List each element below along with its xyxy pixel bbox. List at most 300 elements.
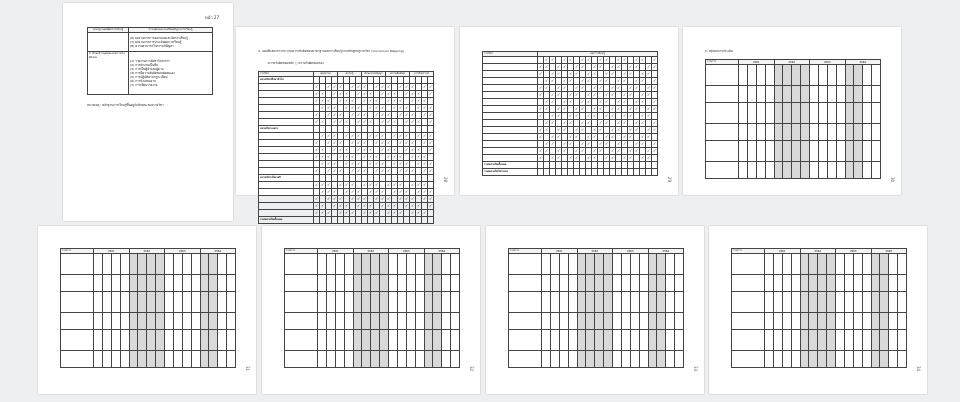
value-cell (801, 103, 810, 124)
value-cell (818, 313, 827, 330)
document-page-2[interactable] (236, 27, 454, 221)
value-cell (173, 330, 182, 351)
check-cell: ✓ (333, 105, 337, 110)
check-cell: ✓ (417, 210, 421, 215)
value-cell (845, 103, 854, 124)
value-cell (765, 313, 774, 330)
check-cell: ✓ (369, 105, 373, 110)
value-cell (880, 254, 889, 275)
check-cell: ✓ (647, 64, 651, 69)
check-cell: ✓ (635, 141, 639, 146)
value-cell (397, 275, 406, 292)
course-name (259, 112, 314, 119)
value-cell (613, 330, 622, 351)
check-cell: ✓ (599, 141, 603, 146)
value-cell (782, 275, 791, 292)
check-cell: ✓ (345, 98, 349, 103)
check-cell: ✓ (345, 133, 349, 138)
value-cell (880, 330, 889, 351)
check-cell: ✓ (581, 78, 585, 83)
check-cell (428, 126, 434, 133)
value-cell (147, 292, 156, 313)
table-row (259, 203, 434, 210)
value-cell (389, 313, 398, 330)
check-cell: ✓ (593, 155, 597, 160)
value-cell (853, 313, 862, 330)
item-label (509, 292, 542, 313)
value-cell (415, 292, 424, 313)
value-cell (156, 313, 165, 330)
value-cell (862, 292, 871, 313)
summary-cell (428, 217, 434, 224)
table-row (285, 254, 460, 275)
year-header: 2564 (200, 249, 236, 254)
table-row (259, 112, 434, 119)
check-cell: ✓ (399, 98, 403, 103)
value-cell (371, 313, 380, 330)
check-cell: ✓ (635, 78, 639, 83)
check-cell: ✓ (417, 161, 421, 166)
value-cell (138, 351, 147, 368)
table-row (259, 126, 434, 133)
value-cell (604, 313, 613, 330)
check-cell: ✓ (375, 133, 379, 138)
value-cell (872, 141, 881, 162)
value-cell (406, 330, 415, 351)
value-cell (880, 292, 889, 313)
check-cell: ✓ (593, 134, 597, 139)
check-cell: ✓ (605, 113, 609, 118)
check-cell: ✓ (321, 154, 325, 159)
check-cell: ✓ (575, 71, 579, 76)
check-cell: ✓ (569, 113, 573, 118)
check-cell: ✓ (351, 112, 355, 117)
value-cell (854, 86, 863, 103)
check-cell: ✓ (587, 120, 591, 125)
check-cell: ✓ (327, 105, 331, 110)
value-cell (559, 254, 568, 275)
value-cell (765, 86, 774, 103)
row2-label: 2. ทักษะด้านบุคคลและความรับผิดชอบ (88, 52, 129, 95)
col-header: รายการ (509, 249, 542, 254)
value-cell (380, 330, 389, 351)
document-page-3[interactable] (460, 27, 678, 195)
course-name (259, 84, 314, 91)
check-cell: ✓ (539, 106, 543, 111)
value-cell (371, 292, 380, 313)
table-row (732, 275, 907, 292)
value-cell (871, 275, 880, 292)
value-cell (577, 292, 586, 313)
value-cell (747, 86, 756, 103)
check-cell: ✓ (545, 57, 549, 62)
check-cell: ✓ (593, 85, 597, 90)
check-cell: ✓ (381, 168, 385, 173)
value-cell (675, 313, 684, 330)
value-cell (756, 141, 765, 162)
check-cell: ✓ (605, 141, 609, 146)
value-cell (739, 141, 748, 162)
check-cell: ✓ (393, 91, 397, 96)
check-cell: ✓ (351, 140, 355, 145)
check-cell: ✓ (423, 133, 427, 138)
course-name (483, 99, 538, 106)
curriculum-map-table (258, 71, 434, 224)
check-cell: ✓ (405, 140, 409, 145)
value-cell (335, 351, 344, 368)
table-row (259, 217, 434, 224)
table-row (483, 64, 658, 71)
value-cell (147, 254, 156, 275)
check-cell: ✓ (429, 119, 433, 124)
check-cell: ✓ (411, 168, 415, 173)
value-cell (406, 254, 415, 275)
item-label (732, 330, 765, 351)
check-cell (652, 155, 658, 162)
table-row (259, 98, 434, 105)
table-row (483, 148, 658, 155)
year-header: 2562 (353, 249, 389, 254)
table-row (732, 292, 907, 313)
value-cell (120, 254, 129, 275)
value-cell (836, 275, 845, 292)
check-cell: ✓ (417, 203, 421, 208)
check-cell: ✓ (315, 98, 319, 103)
value-cell (827, 330, 836, 351)
check-cell: ✓ (327, 189, 331, 194)
value-cell (810, 124, 819, 141)
check-cell: ✓ (381, 196, 385, 201)
page-number: 28 (443, 177, 448, 183)
check-cell: ✓ (375, 161, 379, 166)
value-cell (801, 141, 810, 162)
check-cell: ✓ (641, 134, 645, 139)
value-cell (94, 313, 103, 330)
value-cell (94, 292, 103, 313)
check-cell: ✓ (557, 134, 561, 139)
value-cell (836, 162, 845, 179)
course-name (483, 127, 538, 134)
value-cell (648, 330, 657, 351)
year-header: 2564 (648, 249, 684, 254)
value-cell (836, 254, 845, 275)
value-cell (335, 313, 344, 330)
table-row (706, 103, 881, 124)
check-cell: ✓ (321, 189, 325, 194)
value-cell (613, 313, 622, 330)
value-cell (102, 275, 111, 292)
check-cell: ✓ (333, 119, 337, 124)
value-cell (818, 124, 827, 141)
value-cell (227, 254, 236, 275)
check-cell: ✓ (321, 98, 325, 103)
course-name (483, 155, 538, 162)
value-cell (182, 351, 191, 368)
value-cell (604, 351, 613, 368)
check-cell: ✓ (557, 113, 561, 118)
value-cell (836, 124, 845, 141)
check-cell: ✓ (387, 112, 391, 117)
document-page-5[interactable] (38, 226, 256, 394)
value-cell (862, 313, 871, 330)
check-cell: ✓ (345, 210, 349, 215)
check-cell: ✓ (387, 98, 391, 103)
table-row (483, 57, 658, 64)
check-cell: ✓ (623, 57, 627, 62)
value-cell (782, 292, 791, 313)
check-cell: ✓ (339, 210, 343, 215)
check-cell: ✓ (593, 64, 597, 69)
value-cell (353, 351, 362, 368)
value-cell (844, 330, 853, 351)
check-cell: ✓ (575, 155, 579, 160)
value-cell (165, 351, 174, 368)
check-cell: ✓ (545, 127, 549, 132)
document-page-6[interactable] (262, 226, 480, 394)
check-cell: ✓ (339, 196, 343, 201)
table-row (509, 351, 684, 368)
course-name (259, 133, 314, 140)
table-row (259, 175, 434, 182)
table-row (285, 292, 460, 313)
value-cell (138, 254, 147, 275)
check-cell: ✓ (617, 148, 621, 153)
value-cell (853, 330, 862, 351)
value-cell (111, 330, 120, 351)
check-cell: ✓ (617, 106, 621, 111)
check-cell: ✓ (635, 85, 639, 90)
table-row (483, 71, 658, 78)
value-cell (344, 292, 353, 313)
value-cell (872, 103, 881, 124)
value-cell (138, 275, 147, 292)
value-cell (406, 351, 415, 368)
document-page-8[interactable] (709, 226, 927, 394)
check-cell: ✓ (563, 99, 567, 104)
page-heading: 5. สรุปผลการประเมิน (705, 49, 734, 53)
table-row (259, 210, 434, 217)
value-cell (747, 141, 756, 162)
check-cell: ✓ (327, 112, 331, 117)
check-cell: ✓ (429, 105, 433, 110)
check-cell: ✓ (641, 99, 645, 104)
check-cell: ✓ (629, 134, 633, 139)
check-cell: ✓ (363, 154, 367, 159)
check-cell: ✓ (557, 71, 561, 76)
value-cell (550, 292, 559, 313)
value-cell (129, 351, 138, 368)
document-page-4[interactable] (683, 27, 901, 195)
item-label (706, 103, 739, 124)
check-cell: ✓ (563, 106, 567, 111)
value-cell (335, 330, 344, 351)
check-cell: ✓ (327, 196, 331, 201)
check-cell: ✓ (387, 182, 391, 187)
value-cell (792, 162, 801, 179)
check-cell: ✓ (653, 127, 657, 132)
value-cell (111, 351, 120, 368)
table-row (509, 254, 684, 275)
check-cell: ✓ (339, 112, 343, 117)
col-header: รายการ (732, 249, 765, 254)
value-cell (747, 124, 756, 141)
check-cell: ✓ (545, 120, 549, 125)
check-cell: ✓ (339, 98, 343, 103)
value-cell (872, 162, 881, 179)
check-cell: ✓ (617, 99, 621, 104)
course-name (259, 189, 314, 196)
value-cell (854, 103, 863, 124)
check-cell: ✓ (551, 141, 555, 146)
item-label (285, 292, 318, 313)
value-cell (854, 141, 863, 162)
page-heading: 4. แผนที่แสดงการกระจายความรับผิดชอบมาตรฐานผลการเรียนรู้จากหลักสูตรสู่รายวิชา (Curriculum Mapping) (258, 49, 404, 53)
value-cell (138, 292, 147, 313)
check-cell: ✓ (653, 64, 657, 69)
document-page-1[interactable] (63, 3, 233, 221)
check-cell: ✓ (369, 119, 373, 124)
value-cell (791, 330, 800, 351)
year-header: 2563 (165, 249, 201, 254)
item-label (61, 254, 94, 275)
table-row (259, 140, 434, 147)
check-cell: ✓ (399, 133, 403, 138)
value-cell (675, 330, 684, 351)
value-cell (756, 86, 765, 103)
value-cell (120, 292, 129, 313)
check-cell: ✓ (617, 120, 621, 125)
row2-item: (4) การมีความรับผิดชอบต่อตนเอง (130, 71, 175, 75)
value-cell (675, 351, 684, 368)
check-cell: ✓ (575, 64, 579, 69)
value-cell (639, 313, 648, 330)
value-cell (94, 330, 103, 351)
value-cell (209, 313, 218, 330)
document-page-7[interactable] (486, 226, 704, 394)
check-cell: ✓ (369, 182, 373, 187)
value-cell (800, 313, 809, 330)
value-cell (595, 254, 604, 275)
check-cell: ✓ (641, 92, 645, 97)
check-cell: ✓ (581, 127, 585, 132)
check-cell: ✓ (593, 148, 597, 153)
check-cell: ✓ (587, 78, 591, 83)
value-cell (872, 65, 881, 86)
check-cell: ✓ (381, 203, 385, 208)
value-cell (397, 351, 406, 368)
value-cell (102, 330, 111, 351)
year-header: 2562 (129, 249, 165, 254)
table-row (259, 105, 434, 112)
value-cell (782, 313, 791, 330)
table-row (483, 113, 658, 120)
check-cell: ✓ (575, 134, 579, 139)
value-cell (371, 275, 380, 292)
check-cell: ✓ (581, 85, 585, 90)
check-cell: ✓ (605, 78, 609, 83)
value-cell (550, 313, 559, 330)
check-cell: ✓ (405, 84, 409, 89)
value-cell (604, 254, 613, 275)
year-header: 2562 (800, 249, 836, 254)
value-cell (200, 254, 209, 275)
value-cell (586, 254, 595, 275)
value-cell (406, 313, 415, 330)
value-cell (800, 275, 809, 292)
value-cell (827, 313, 836, 330)
check-cell: ✓ (611, 127, 615, 132)
value-cell (630, 292, 639, 313)
value-cell (595, 313, 604, 330)
value-cell (827, 254, 836, 275)
check-cell: ✓ (545, 85, 549, 90)
check-cell: ✓ (429, 168, 433, 173)
value-cell (765, 330, 774, 351)
table-row (483, 141, 658, 148)
value-cell (451, 351, 460, 368)
value-cell (451, 313, 460, 330)
value-cell (415, 330, 424, 351)
value-cell (782, 351, 791, 368)
value-cell (129, 254, 138, 275)
section-label: หมวดวิชาศึกษาทั่วไป (259, 77, 314, 84)
value-cell (765, 254, 774, 275)
check-cell: ✓ (351, 105, 355, 110)
check-cell: ✓ (611, 92, 615, 97)
value-cell (586, 275, 595, 292)
value-cell (827, 65, 836, 86)
check-cell: ✓ (653, 85, 657, 90)
check-cell: ✓ (375, 84, 379, 89)
check-cell: ✓ (327, 154, 331, 159)
check-cell: ✓ (629, 127, 633, 132)
value-cell (739, 65, 748, 86)
check-cell: ✓ (539, 127, 543, 132)
value-cell (604, 292, 613, 313)
check-cell: ✓ (357, 168, 361, 173)
assessment-table (731, 248, 907, 368)
check-cell: ✓ (381, 147, 385, 152)
value-cell (586, 330, 595, 351)
value-cell (747, 103, 756, 124)
check-cell: ✓ (423, 154, 427, 159)
check-cell: ✓ (357, 91, 361, 96)
check-cell: ✓ (327, 210, 331, 215)
value-cell (451, 330, 460, 351)
value-cell (809, 313, 818, 330)
curriculum-map-table-continued (482, 51, 658, 176)
value-cell (200, 351, 209, 368)
value-cell (595, 292, 604, 313)
value-cell (227, 313, 236, 330)
check-cell: ✓ (327, 98, 331, 103)
value-cell (200, 330, 209, 351)
check-cell (428, 175, 434, 182)
value-cell (675, 292, 684, 313)
check-cell: ✓ (327, 84, 331, 89)
value-cell (415, 313, 424, 330)
table-row (259, 196, 434, 203)
table-row (732, 254, 907, 275)
item-label (706, 86, 739, 103)
check-cell: ✓ (393, 161, 397, 166)
value-cell (389, 351, 398, 368)
value-cell (791, 351, 800, 368)
value-cell (845, 162, 854, 179)
value-cell (792, 86, 801, 103)
value-cell (415, 254, 424, 275)
value-cell (227, 351, 236, 368)
